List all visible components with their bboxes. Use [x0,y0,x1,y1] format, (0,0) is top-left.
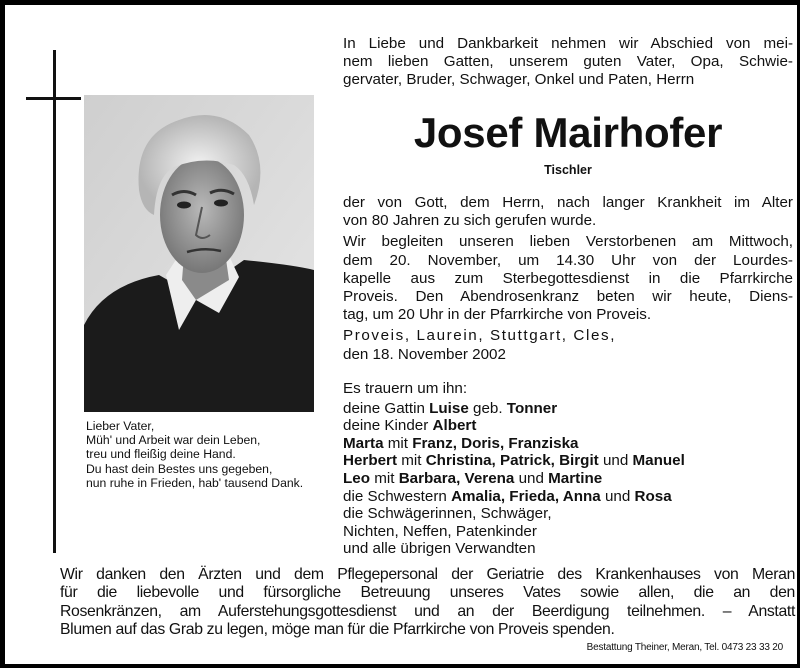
cross-icon-vertical [53,50,56,553]
thanks-text [60,566,795,639]
poem [86,419,303,490]
funeral-line: Proveis. Den Abendrosenkranz beten wir heute, Diens- [343,288,793,306]
death-line: der von Gott, dem Herrn, nach langer Krankheit im Alter [343,194,793,211]
death-line: von 80 Jahren zu sich gerufen wurde. [343,212,597,230]
mourner-leo: Leo mit Barbara, Verena und Martine [343,469,603,487]
funeral-home-footer: Bestattung Theiner, Meran, Tel. 0473 23 33 20 [586,642,783,653]
notice-body [343,194,793,364]
funeral-line: dem 20. November, um 14.30 Uhr von der Lourdes- [343,251,793,269]
poem-line: treu und fleißig deine Hand. [86,447,236,462]
notice-date: den 18. November 2002 [343,345,506,363]
intro-line: gervater, Bruder, Schwager, Onkel und Paten, Herrn [343,71,695,89]
deceased-name: Josef Mairhofer [413,109,723,156]
funeral-line: kapelle aus zum Sterbegottesdienst in die Pfarrkirche [343,269,793,287]
mourners-heading: Es trauern um ihn: [343,380,468,397]
intro-text [343,35,793,90]
thanks-line: für die liebevolle und fürsorgliche Betreuung unseres Vates sowie allen, die an den [60,584,795,602]
deceased-occupation: Tischler [544,163,592,177]
mourner-herbert: Herbert mit Christina, Patrick, Birgit und Manuel [343,452,685,470]
portrait-image [84,95,314,412]
poem-line: Müh' und Arbeit war dein Leben, [86,433,261,448]
thanks-line: Rosenkränzen, am Auferstehungsgottesdienst und an der Beerdigung teilnehmen. – Anstatt [60,602,795,620]
mourner-others: die Schwägerinnen, Schwäger, [343,505,552,523]
cross-icon-horizontal [26,97,81,100]
thanks-line: Wir danken den Ärzten und dem Pflegepersonal der Geriatrie des Krankenhauses von Meran [60,566,795,583]
funeral-line: tag, um 20 Uhr in der Pfarrkirche von Proveis. [343,306,652,324]
mourner-wife: deine Gattin Luise geb. Tonner [343,399,558,417]
intro-line: In Liebe und Dankbarkeit nehmen wir Abschied von mei- [343,35,793,52]
funeral-line: Wir begleiten unseren lieben Verstorbenen am Mittwoch, [343,233,793,251]
mourner-others: und alle übrigen Verwandten [343,540,536,558]
thanks-line: Blumen auf das Grab zu legen, möge man für die Pfarrkirche von Proveis spenden. [60,620,615,638]
obituary-notice [5,5,797,664]
poem-line: nun ruhe in Frieden, hab' tausend Dank. [86,475,304,490]
mourner-sisters: die Schwestern Amalia, Frieda, Anna und Rosa [343,487,672,505]
intro-line: nem lieben Gatten, unserem guten Vater, Opa, Schwie- [343,53,793,71]
mourner-children: deine Kinder Albert [343,417,477,435]
places: Proveis, Laurein, Stuttgart, Cles, [343,327,617,345]
mourner-others: Nichten, Neffen, Patenkinder [343,522,537,540]
poem-line: Lieber Vater, [86,419,155,433]
portrait-photo [84,95,314,412]
mourners-list [343,380,793,558]
poem-line: Du hast dein Bestes uns gegeben, [86,461,273,476]
mourner-marta: Marta mit Franz, Doris, Franziska [343,434,579,452]
